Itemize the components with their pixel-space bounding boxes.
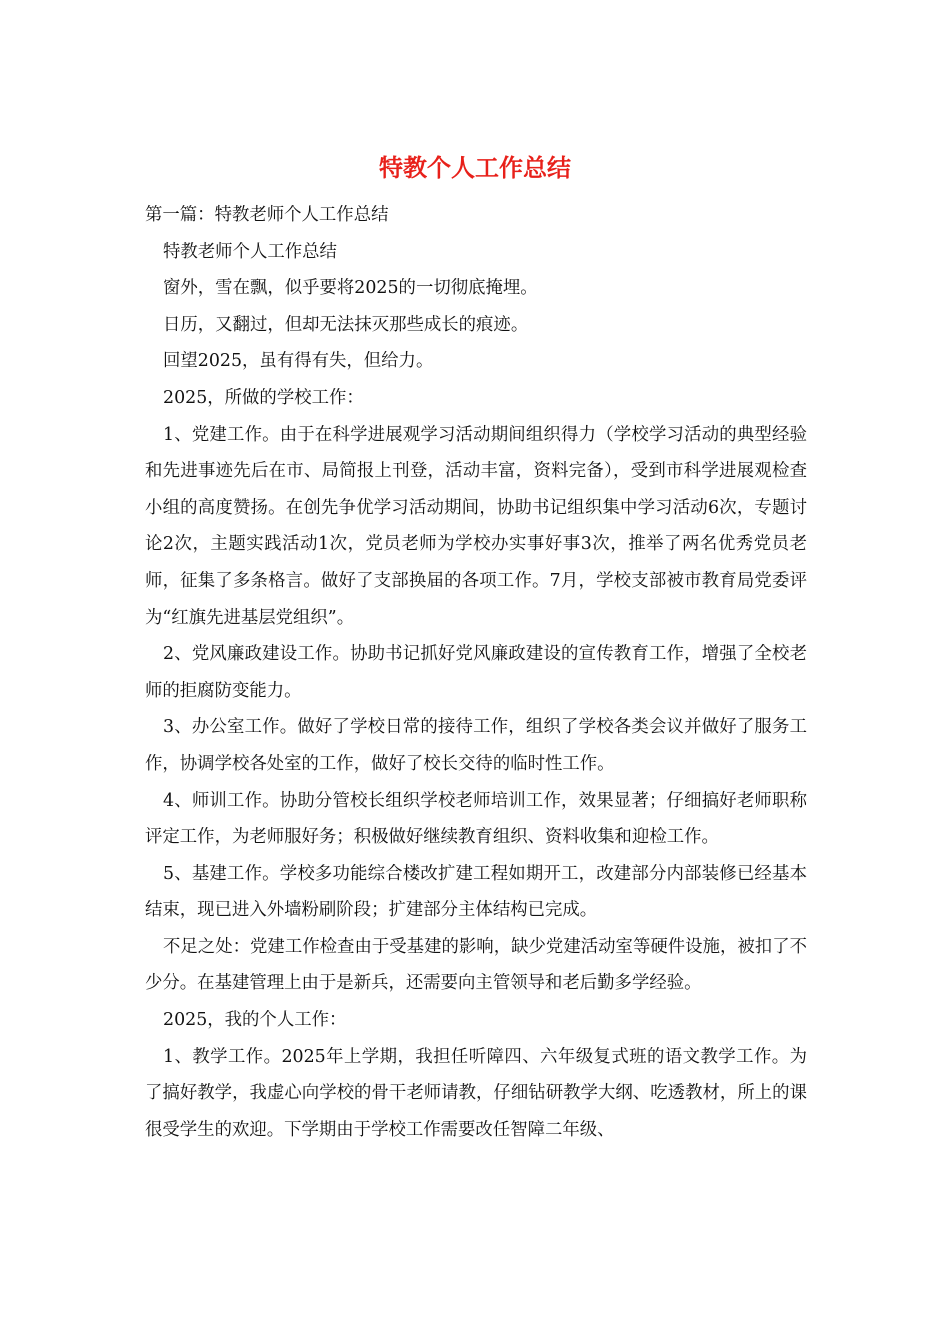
paragraph-office-work: 3、办公室工作。做好了学校日常的接待工作，组织了学校各类会议并做好了服务工作，协调学校各处室的工作，做好了校长交待的临时性工作。 <box>145 717 807 774</box>
paragraph-teacher-training: 4、师训工作。协助分管校长组织学校老师培训工作，效果显著；仔细搞好老师职称评定工作，为老师服好务；积极做好继续教育组织、资料收集和迎检工作。 <box>145 790 807 848</box>
paragraph-personal-work-heading: 2025，我的个人工作： <box>163 1010 347 1031</box>
paragraph-party-building: 1、党建工作。由于在科学进展观学习活动期间组织得力（学校学习活动的典型经验和先进事迹先后在市、局简报上刊登，活动丰富，资料完备），受到市科学进展观检查小组的高度赞扬。在创先争优学习活动期间，协助书记组织集中学习活动6次，专题讨论2次，主题实践活动1次，党员老师为学校办实事好事3次，推举了两名优秀党员老师，征集了多条格言。做好了支部换届的各项工作。7月，学校支部被市教育局党委评为“红旗先进基层党组织”。 <box>145 424 807 628</box>
paragraph-construction: 5、基建工作。学校多功能综合楼改扩建工程如期开工，改建部分内部装修已经基本结束，现已进入外墙粉刷阶段；扩建部分主体结构已完成。 <box>145 863 807 921</box>
paragraph-section-heading: 第一篇：特教老师个人工作总结 <box>145 205 389 225</box>
paragraph-school-work-heading: 2025，所做的学校工作： <box>163 387 364 408</box>
paragraph-teaching: 1、教学工作。2025年上学期，我担任听障四、六年级复式班的语文教学工作。为了搞好教学，我虚心向学校的骨干老师请教，仔细钻研教学大纲、吃透教材，所上的课很受学生的欢迎。下学期由于学校工作需要改任智障二年级、 <box>145 1046 807 1140</box>
paragraph-integrity: 2、党风廉政建设工作。协助书记抓好党风廉政建设的宣传教育工作，增强了全校老师的拒腐防变能力。 <box>145 644 807 701</box>
paragraph: 日历，又翻过，但却无法抹灭那些成长的痕迹。 <box>163 314 529 335</box>
paragraph: 回望2025，虽有得有失，但给力。 <box>163 351 434 372</box>
paragraph-shortcomings: 不足之处：党建工作检查由于受基建的影响，缺少党建活动室等硬件设施，被扣了不少分。在基建管理上由于是新兵，还需要向主管领导和老后勤多学经验。 <box>145 936 807 994</box>
document-title: 特教个人工作总结 <box>379 153 571 182</box>
document-body <box>145 197 807 1148</box>
paragraph: 窗外，雪在飘，似乎要将2025的一切彻底掩埋。 <box>163 278 538 299</box>
paragraph-subtitle: 特教老师个人工作总结 <box>163 241 337 262</box>
